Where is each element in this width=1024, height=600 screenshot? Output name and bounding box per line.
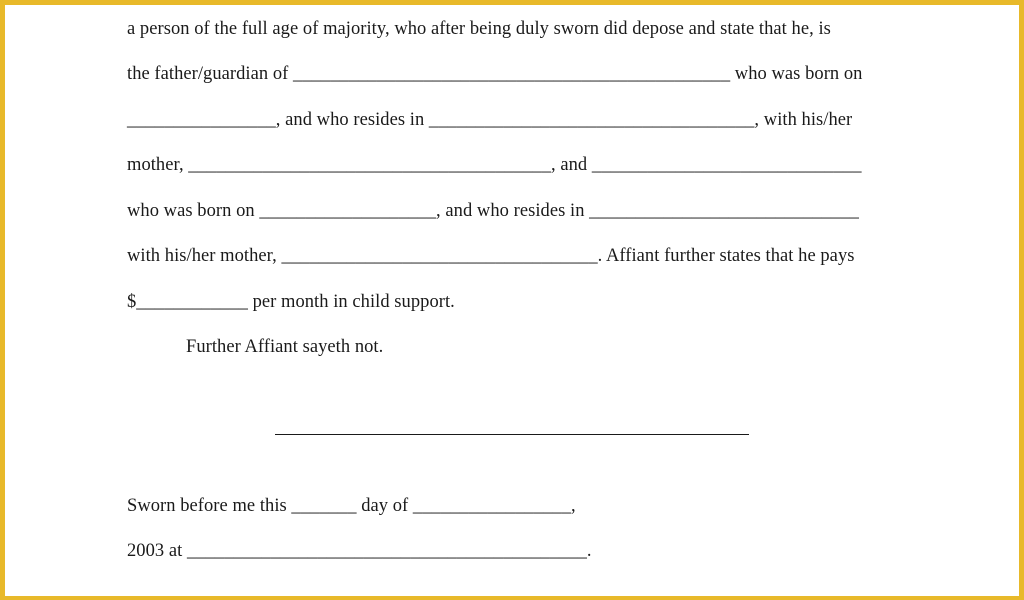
body-line-3: ________________, and who resides in ___________________________________, with his/her [127,110,853,130]
further-affiant-text: Further Affiant sayeth not. [186,337,384,357]
body-line-6: with his/her mother, __________________________________. Affiant further states that he pays [127,246,855,266]
body-line-1: a person of the full age of majority, who after being duly sworn did depose and state that he, is [127,19,831,39]
sworn-before-line: Sworn before me this _______ day of _________________, [127,496,576,516]
body-line-7: $____________ per month in child support. [127,292,455,312]
body-line-4: mother, _______________________________________, and _____________________________ [127,155,862,175]
body-line-2: the father/guardian of _______________________________________________ who was born on [127,64,863,84]
body-line-5: who was born on ___________________, and who resides in _____________________________ [127,201,859,221]
year-location-line: 2003 at ___________________________________________. [127,541,592,561]
